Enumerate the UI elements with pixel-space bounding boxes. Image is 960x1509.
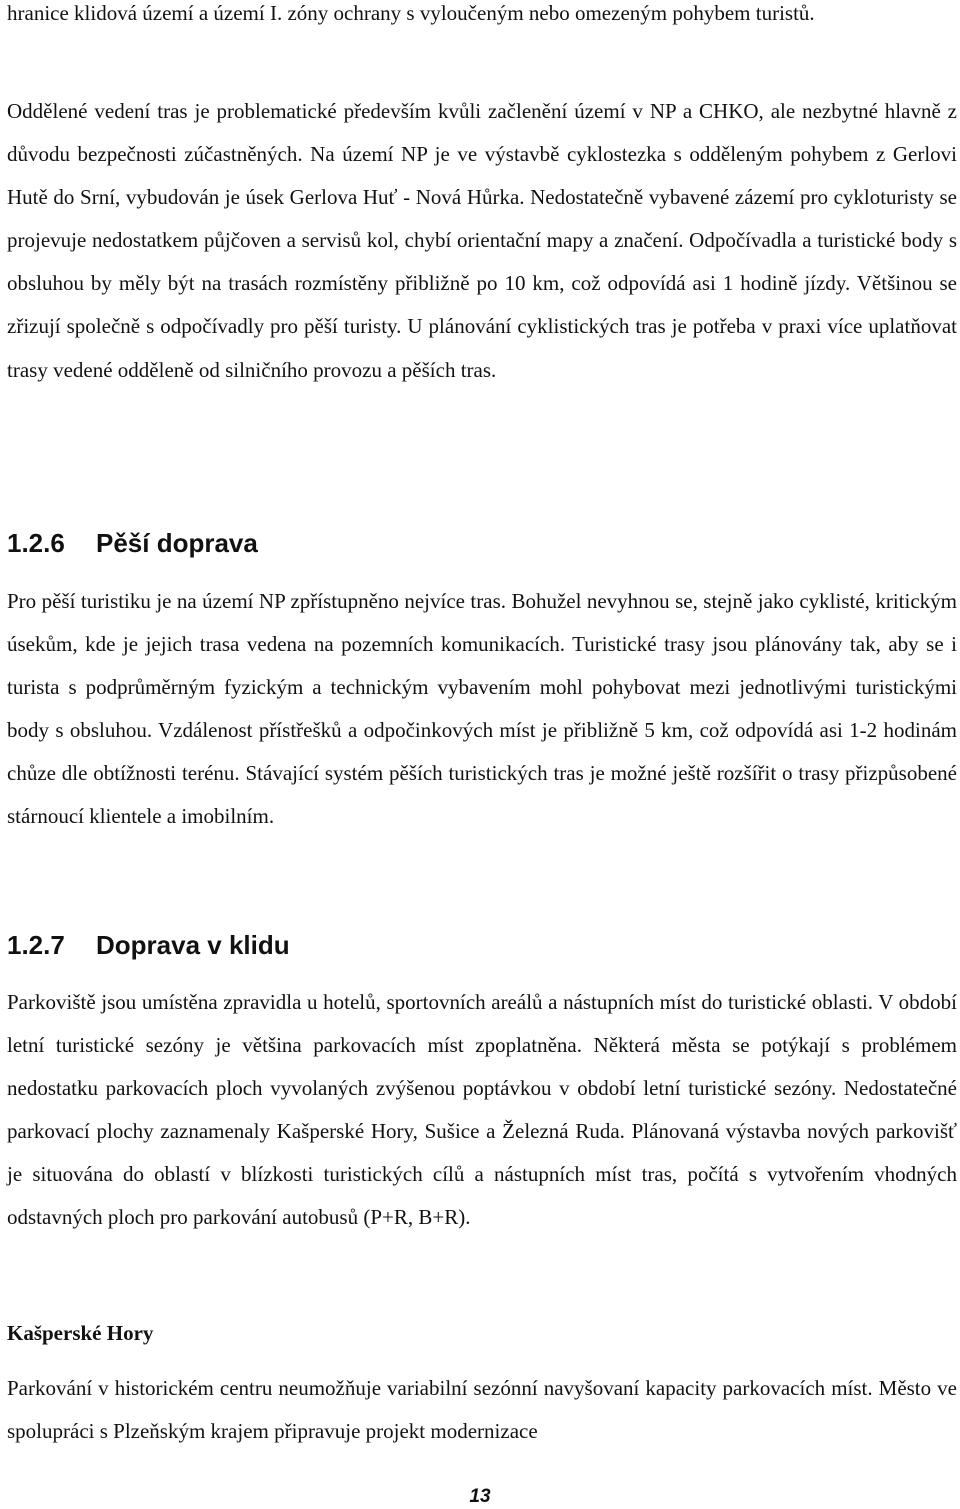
section-title: Pěší doprava: [96, 528, 258, 558]
page-number: 13: [469, 1486, 491, 1507]
section-heading-parking: [7, 929, 290, 961]
paragraph-cycling-routes: Oddělené vedení tras je problematické především kvůli začlenění území v NP a CHKO, ale nezbytné hlavně z důvodu bezpečnosti zúčastněných. Na území NP je ve výstavbě cyklostezka s odděleným pohybem z Gerlovi Hutě do Srní, vybudován je úsek Gerlova Huť - Nová Hůrka. Nedostatečně vybavené zázemí pro cykloturisty se projevuje nedostatkem půjčoven a servisů kol, chybí orientační mapy a značení. Odpočívadla a turistické body s obsluhou by měly být na trasách rozmístěny přibližně po 10 km, což odpovídá asi 1 hodině jízdy. Většinou se zřizují společně s odpočívadly pro pěší turisty. U plánování cyklistických tras je potřeba v praxi více uplatňovat trasy vedené odděleně od silničního provozu a pěších tras.: [7, 99, 957, 382]
paragraph-trail-boundaries: hranice klidová území a území I. zóny ochrany s vyloučeným nebo omezeným pohybem turistů.: [7, 1, 815, 25]
section-number: 1.2.7: [7, 930, 65, 960]
paragraph-parking: Parkoviště jsou umístěna zpravidla u hotelů, sportovních areálů a nástupních míst do turistické oblasti. V období letní turistické sezóny je většina parkovacích míst zpoplatněna. Některá města se potýkají s problémem nedostatku parkovacích ploch vyvolaných zvýšenou poptávkou v období letní turistické sezóny. Nedostatečné parkovací plochy zaznamenaly Kašperské Hory, Sušice a Železná Ruda. Plánovaná výstavba nových parkovišť je situována do oblastí v blízkosti turistických cílů a nástupních míst tras, počítá s vytvořením vhodných odstavných ploch pro parkování autobusů (P+R, B+R).: [7, 990, 957, 1230]
subheading-kasperske-hory: Kašperské Hory: [7, 1321, 154, 1345]
paragraph-kasperske-parking: Parkování v historickém centru neumožňuje variabilní sezónní navyšovaní kapacity parkovacích míst. Město ve spolupráci s Plzeňským krajem připravuje projekt modernizace: [7, 1376, 957, 1444]
section-number: 1.2.6: [7, 528, 65, 558]
section-heading-pedestrian: [7, 527, 258, 559]
paragraph-pedestrian-tourism: Pro pěší turistiku je na území NP zpřístupněno nejvíce tras. Bohužel nevyhnou se, stejně jako cyklisté, kritickým úsekům, kde je jejich trasa vedena na pozemních komunikacích. Turistické trasy jsou plánovány tak, aby se i turista s podprůměrným fyzickým a technickým vybavením mohl pohybovat mezi jednotlivými turistickými body s obsluhou. Vzdálenost přístřešků a odpočinkových míst je přibližně 5 km, což odpovídá asi 1-2 hodinám chůze dle obtížnosti terénu. Stávající systém pěších turistických tras je možné ještě rozšířit o trasy přizpůsobené stárnoucí klientele a imobilním.: [7, 589, 957, 829]
section-title: Doprava v klidu: [96, 930, 290, 960]
